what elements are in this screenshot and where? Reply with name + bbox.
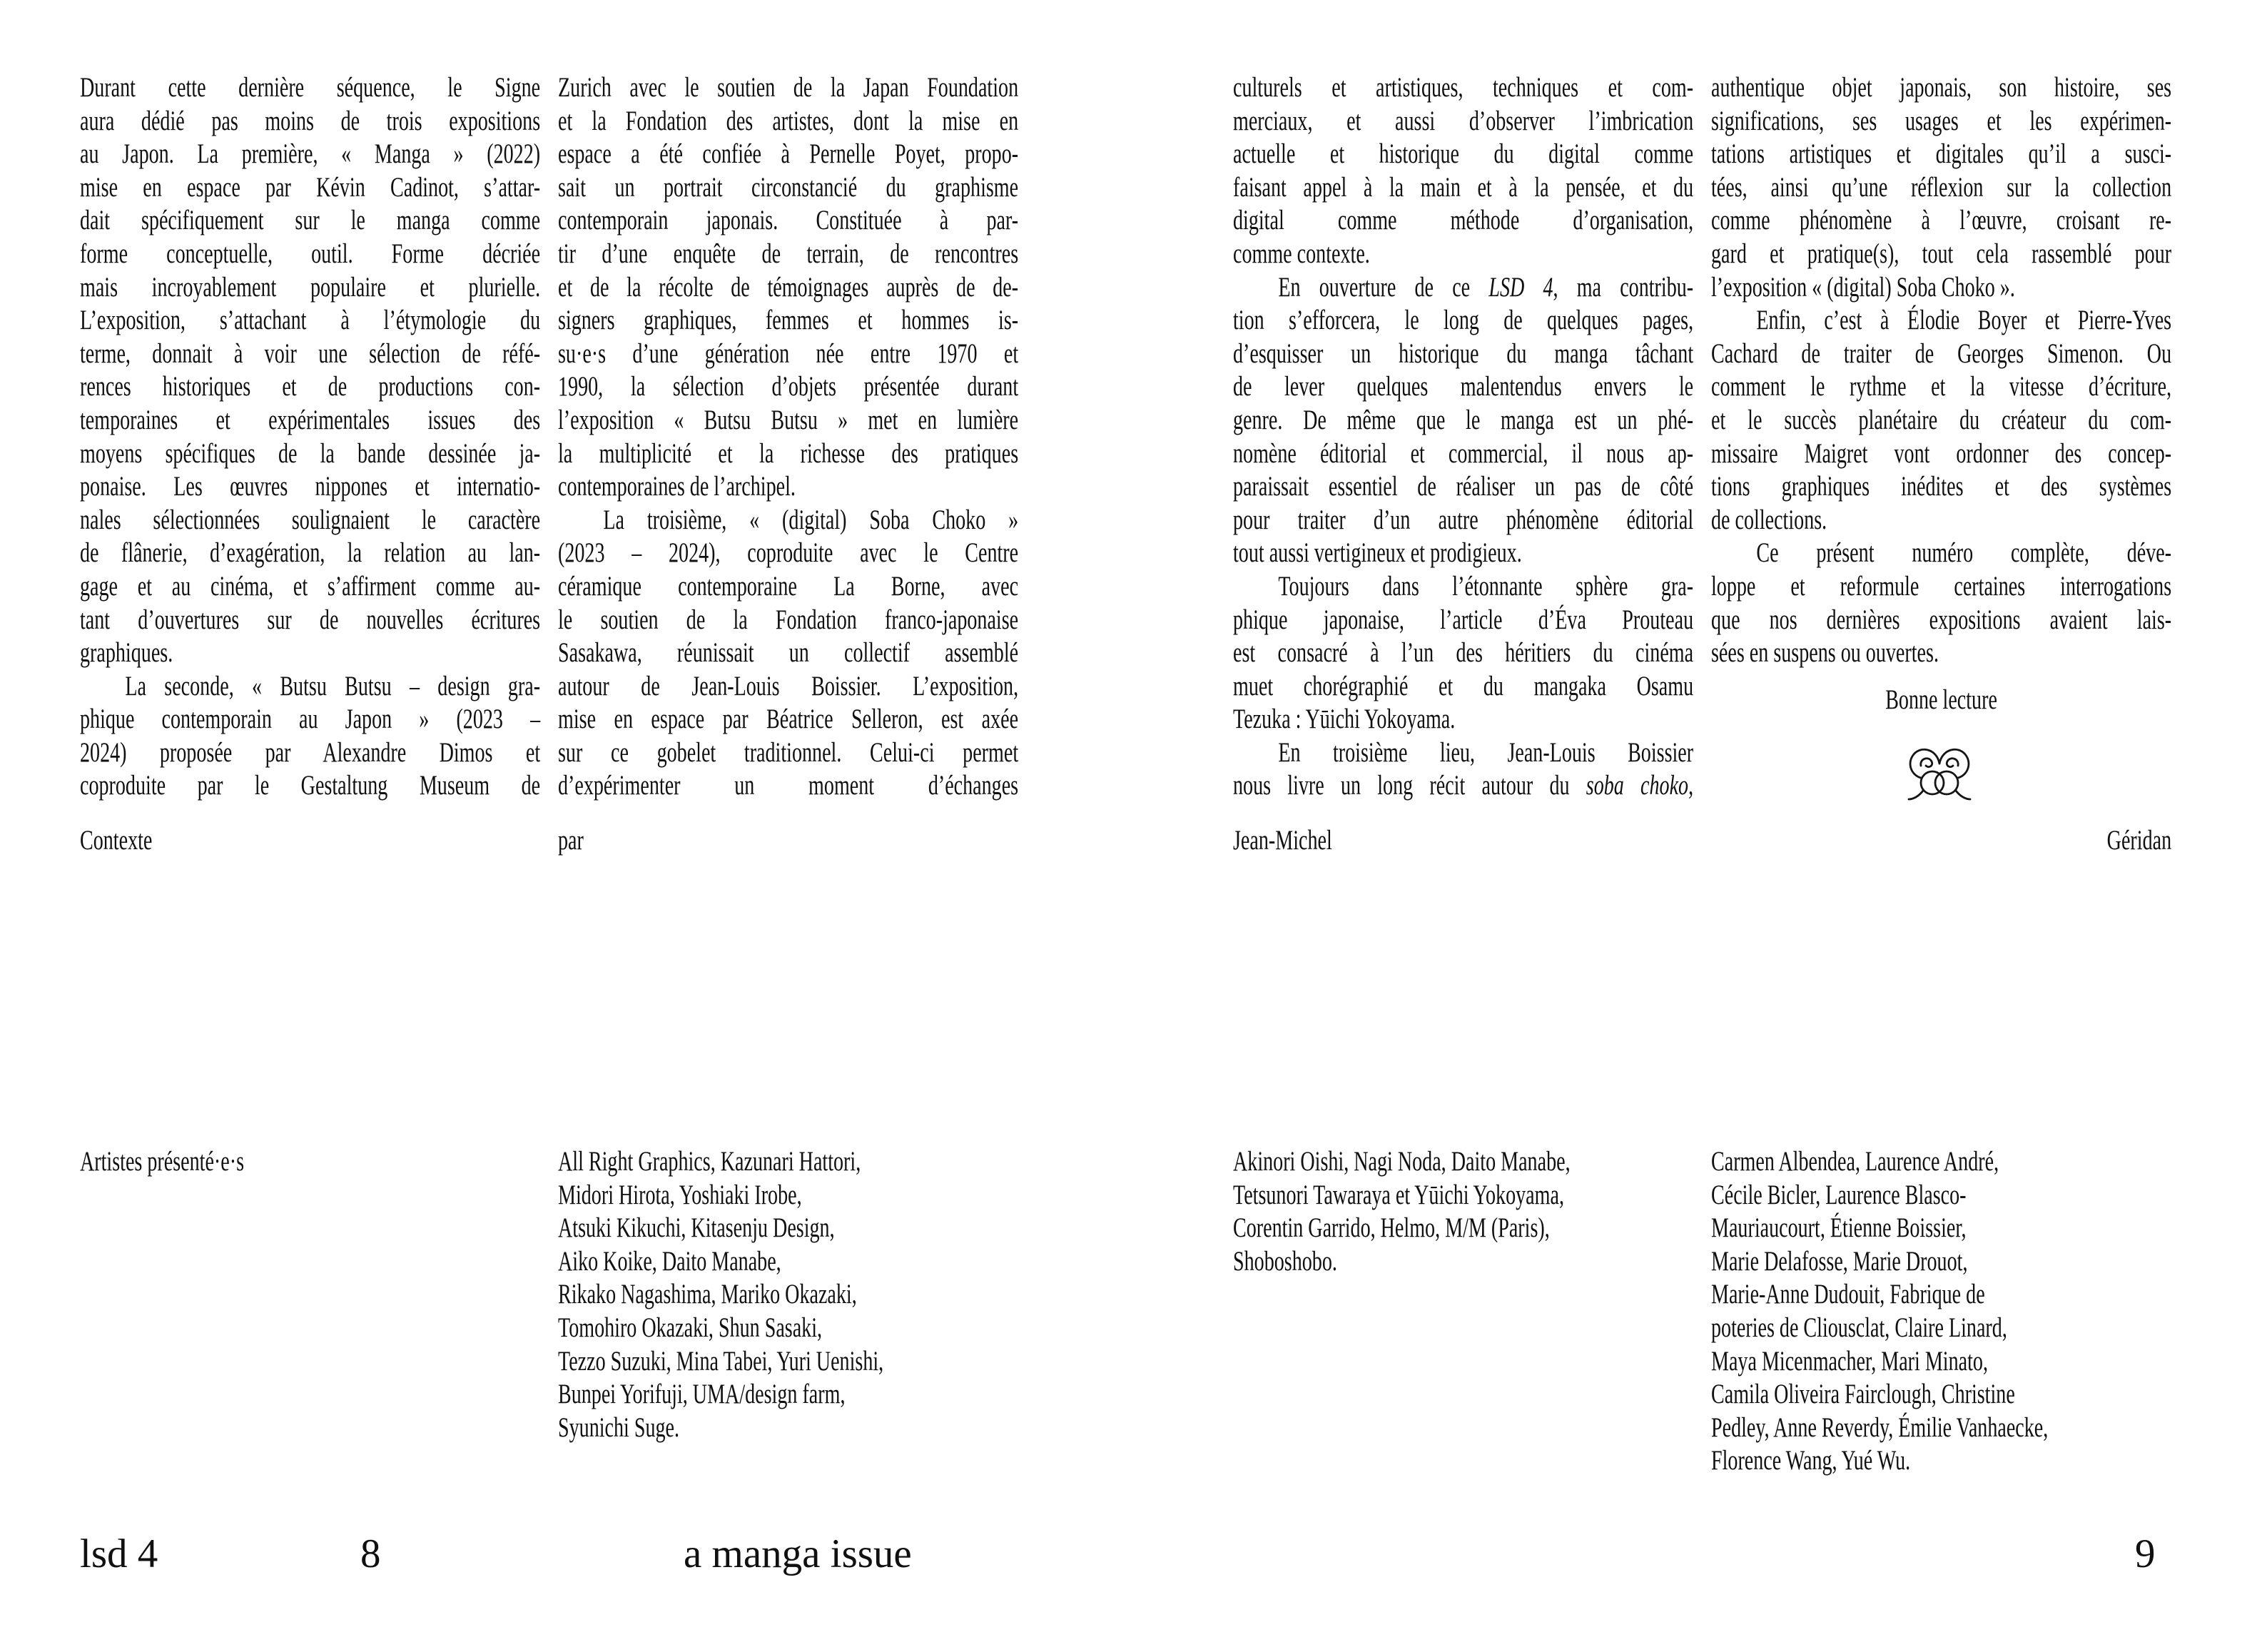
- artists-list-1: [558, 1145, 1018, 1444]
- essay-line: Ce présent numéro complète, déve-: [1756, 537, 2172, 569]
- artist-line: Shoboshobo.: [1233, 1245, 1337, 1277]
- artist-line: poteries de Cliousclat, Claire Linard,: [1711, 1312, 2007, 1343]
- essay-line: (2023 – 2024), coproduite avec le Centre: [558, 537, 1019, 569]
- label-text: Contexte: [80, 825, 153, 856]
- essay-line: Sasakawa, réunissait un collectif assemblé: [558, 637, 1019, 669]
- footer-page-number-right: 9: [2135, 1531, 2156, 1576]
- essay-line: significations, ses usages et les expérimen-: [1711, 105, 2172, 136]
- essay-line: su·e·s d’une génération née entre 1970 et: [558, 338, 1019, 369]
- essay-line: phique contemporain au Japon » (2023 –: [80, 704, 541, 735]
- essay-line: le soutien de la Fondation franco-japonaise: [558, 604, 1019, 635]
- essay-line: L’exposition, s’attachant à l’étymologie du: [80, 305, 541, 336]
- artist-line: Corentin Garrido, Helmo, M/M (Paris),: [1233, 1212, 1550, 1244]
- essay-line: autour de Jean-Louis Boissier. L’exposition,: [558, 670, 1019, 701]
- essay-line: authentique objet japonais, son histoire, ses: [1711, 72, 2172, 103]
- artist-line: Tomohiro Okazaki, Shun Sasaki,: [558, 1312, 823, 1343]
- artists-heading: [80, 1145, 540, 1179]
- essay-line: sait un portrait circonstancié du graphisme: [558, 171, 1019, 203]
- essay-line: En ouverture de ce LSD 4, ma contribu-: [1278, 271, 1694, 303]
- label-author-last-name: [1711, 824, 2171, 858]
- essay-line: dait spécifiquement sur le manga comme: [80, 205, 541, 236]
- essay-line: Durant cette dernière séquence, le Signe: [80, 72, 541, 103]
- artist-line: Carmen Albendea, Laurence André,: [1711, 1146, 1999, 1177]
- essay-line: céramique contemporaine La Borne, avec: [558, 570, 1019, 602]
- essay-line: nous livre un long récit autour du soba choko,: [1233, 770, 1694, 801]
- essay-line: muet chorégraphié et du mangaka Osamu: [1233, 670, 1694, 701]
- essay-line: aura dédié pas moins de trois expositions: [80, 105, 541, 136]
- artist-line: Bunpei Yorifuji, UMA/design farm,: [558, 1379, 846, 1410]
- artist-line: Rikako Nagashima, Mariko Okazaki,: [558, 1279, 857, 1310]
- essay-line: gage et au cinéma, et s’affirment comme au-: [80, 570, 541, 602]
- essay-line: actuelle et historique du digital comme: [1233, 138, 1694, 170]
- label-text: Jean-Michel: [1233, 825, 1332, 856]
- essay-line: l’exposition « (digital) Soba Choko ».: [1711, 271, 2015, 303]
- artist-line: Mauriaucourt, Étienne Boissier,: [1711, 1212, 1967, 1244]
- essay-column-2: [558, 71, 1018, 803]
- essay-line: signers graphiques, femmes et hommes is-: [558, 305, 1019, 336]
- artists-heading-text: Artistes présenté·e·s: [80, 1146, 245, 1177]
- essay-line: de collections.: [1711, 504, 1827, 535]
- essay-line: faisant appel à la main et à la pensée, et du: [1233, 171, 1694, 203]
- artist-line: Tezzo Suzuki, Mina Tabei, Yuri Uenishi,: [558, 1345, 884, 1377]
- essay-line: paraissait essentiel de réaliser un pas de côté: [1233, 471, 1694, 502]
- essay-line: terme, donnait à voir une sélection de réfé-: [80, 338, 541, 369]
- footer-issue-title: lsd 4: [80, 1531, 158, 1576]
- essay-line: digital comme méthode d’organisation,: [1233, 205, 1694, 236]
- essay-line: tir d’une enquête de terrain, de rencontres: [558, 238, 1019, 269]
- footer-issue-subtitle: a manga issue: [684, 1531, 912, 1576]
- closing-line: [1711, 684, 2171, 717]
- essay-column-3: [1233, 71, 1693, 803]
- label-author-first-name: [1233, 824, 1693, 858]
- artist-line: Marie Delafosse, Marie Drouot,: [1711, 1245, 1968, 1277]
- essay-line: Cachard de traiter de Georges Simenon. Ou: [1711, 338, 2172, 369]
- essay-line: mise en espace par Béatrice Selleron, est axée: [558, 704, 1019, 735]
- essay-line: forme conceptuelle, outil. Forme décriée: [80, 238, 541, 269]
- essay-line: d’esquisser un historique du manga tâchant: [1233, 338, 1694, 369]
- essay-column-1: [80, 71, 540, 803]
- essay-line: culturels et artistiques, techniques et com-: [1233, 72, 1694, 103]
- essay-line: coproduite par le Gestaltung Museum de: [80, 770, 541, 801]
- essay-line: tant d’ouvertures sur de nouvelles écritures: [80, 604, 541, 635]
- essay-line: Tezuka : Yūichi Yokoyama.: [1233, 704, 1456, 735]
- artist-line: Maya Micenmacher, Mari Minato,: [1711, 1345, 1988, 1377]
- essay-line: mise en espace par Kévin Cadinot, s’attar-: [80, 171, 541, 203]
- footer-page-number-left: 8: [360, 1531, 381, 1576]
- essay-line: gard et pratique(s), tout cela rassemblé pour: [1711, 238, 2172, 269]
- essay-line: sées en suspens ou ouvertes.: [1711, 637, 1939, 669]
- essay-line: espace a été confiée à Pernelle Poyet, propo-: [558, 138, 1019, 170]
- essay-line: de lever quelques malentendus envers le: [1233, 371, 1694, 402]
- essay-line: tions graphiques inédites et des systèmes: [1711, 471, 2172, 502]
- essay-line: d’expérimenter un moment d’échanges: [558, 770, 1019, 801]
- essay-line: phique japonaise, l’article d’Éva Prouteau: [1233, 604, 1694, 635]
- artist-line: Atsuki Kikuchi, Kitasenju Design,: [558, 1212, 835, 1244]
- essay-line: Enfin, c’est à Élodie Boyer et Pierre-Yves: [1756, 305, 2172, 336]
- artist-line: Akinori Oishi, Nagi Noda, Daito Manabe,: [1233, 1146, 1571, 1177]
- essay-line: l’exposition « Butsu Butsu » met en lumière: [558, 404, 1019, 435]
- artist-line: Aiko Koike, Daito Manabe,: [558, 1245, 781, 1277]
- essay-line: pour traiter d’un autre phénomène éditorial: [1233, 504, 1694, 535]
- essay-line: merciaux, et aussi d’observer l’imbrication: [1233, 105, 1694, 136]
- essay-line: graphiques.: [80, 637, 173, 669]
- essay-line: La seconde, « Butsu Butsu – design gra-: [125, 670, 541, 701]
- essay-line: et le succès planétaire du créateur du com-: [1711, 404, 2172, 435]
- essay-line: En troisième lieu, Jean-Louis Boissier: [1278, 736, 1694, 768]
- artist-line: Camila Oliveira Fairclough, Christine: [1711, 1379, 2015, 1410]
- essay-line: comme contexte.: [1233, 238, 1370, 269]
- artist-line: Pedley, Anne Reverdy, Émilie Vanhaecke,: [1711, 1412, 2049, 1443]
- essay-line: loppe et reformule certaines interrogations: [1711, 570, 2172, 602]
- essay-line: comme phénomène à l’œuvre, croisant re-: [1711, 205, 2172, 236]
- artist-line: Tetsunori Tawaraya et Yūichi Yokoyama,: [1233, 1179, 1564, 1210]
- essay-column-4: [1711, 71, 2171, 670]
- essay-line: missaire Maigret vont ordonner des concep-: [1711, 437, 2172, 469]
- label-text: Géridan: [2106, 825, 2172, 856]
- label-text: par: [558, 825, 584, 856]
- essay-line: rences historiques et de productions con-: [80, 371, 541, 402]
- closing-text: Bonne lecture: [1885, 684, 1997, 715]
- essay-line: et la Fondation des artistes, dont la mise en: [558, 105, 1019, 136]
- essay-line: 1990, la sélection d’objets présentée durant: [558, 371, 1019, 402]
- essay-line: la multiplicité et la richesse des pratiques: [558, 437, 1019, 469]
- artists-list-3: [1711, 1145, 2171, 1478]
- artist-line: Midori Hirota, Yoshiaki Irobe,: [558, 1179, 802, 1210]
- essay-line: contemporain japonais. Constituée à par-: [558, 205, 1019, 236]
- fleuron-ornament-icon: [1899, 742, 1979, 802]
- essay-line: ponaise. Les œuvres nippones et internatio-: [80, 471, 541, 502]
- artist-line: Marie-Anne Dudouit, Fabrique de: [1711, 1279, 1985, 1310]
- artist-line: Cécile Bicler, Laurence Blasco-: [1711, 1179, 1967, 1210]
- essay-line: de flânerie, d’exagération, la relation au lan-: [80, 537, 541, 569]
- artist-line: All Right Graphics, Kazunari Hattori,: [558, 1146, 861, 1177]
- essay-line: est consacré à l’un des héritiers du cinéma: [1233, 637, 1694, 669]
- essay-line: et de la récolte de témoignages auprès de de-: [558, 271, 1019, 303]
- essay-line: temporaines et expérimentales issues des: [80, 404, 541, 435]
- essay-line: tout aussi vertigineux et prodigieux.: [1233, 537, 1522, 569]
- essay-line: moyens spécifiques de la bande dessinée ja-: [80, 437, 541, 469]
- essay-line: contemporaines de l’archipel.: [558, 471, 796, 502]
- artist-line: Syunichi Suge.: [558, 1412, 680, 1443]
- label-par: [558, 824, 1018, 858]
- essay-line: 2024) proposée par Alexandre Dimos et: [80, 736, 541, 768]
- essay-line: La troisième, « (digital) Soba Choko »: [603, 504, 1019, 535]
- essay-line: tations artistiques et digitales qu’il a susci-: [1711, 138, 2172, 170]
- label-contexte: [80, 824, 540, 858]
- essay-line: Toujours dans l’étonnante sphère gra-: [1278, 570, 1694, 602]
- essay-line: sur ce gobelet traditionnel. Celui-ci permet: [558, 736, 1019, 768]
- essay-line: Zurich avec le soutien de la Japan Foundation: [558, 72, 1019, 103]
- essay-line: mais incroyablement populaire et plurielle.: [80, 271, 541, 303]
- essay-line: nales sélectionnées soulignaient le caractère: [80, 504, 541, 535]
- artists-list-2: [1233, 1145, 1693, 1278]
- essay-line: tées, ainsi qu’une réflexion sur la collection: [1711, 171, 2172, 203]
- essay-line: nomène éditorial et commercial, il nous ap-: [1233, 437, 1694, 469]
- essay-line: au Japon. La première, « Manga » (2022): [80, 138, 541, 170]
- essay-line: que nos dernières expositions avaient lais-: [1711, 604, 2172, 635]
- essay-line: genre. De même que le manga est un phé-: [1233, 404, 1694, 435]
- essay-line: tion s’efforcera, le long de quelques pages,: [1233, 305, 1694, 336]
- artist-line: Florence Wang, Yué Wu.: [1711, 1445, 1911, 1476]
- essay-line: comment le rythme et la vitesse d’écriture,: [1711, 371, 2172, 402]
